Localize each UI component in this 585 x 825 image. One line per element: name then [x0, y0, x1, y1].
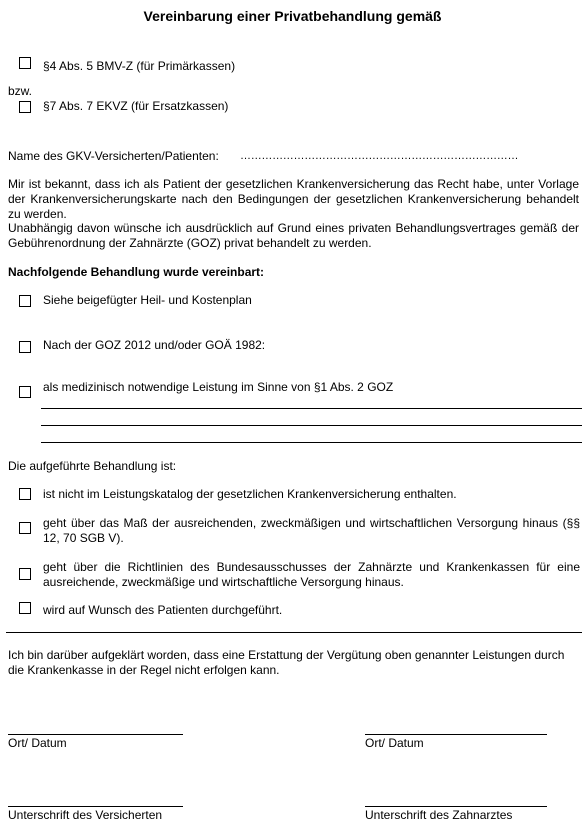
place-date-line-left[interactable] [8, 734, 183, 735]
checkbox-beyond-measure[interactable] [19, 522, 31, 534]
option-patient-request-label: wird auf Wunsch des Patienten durchgeführt. [43, 603, 283, 617]
checkbox-heil-kostenplan[interactable] [19, 295, 31, 307]
patient-name-field[interactable]: …………………………………………………………………… [240, 150, 519, 162]
treatment-entry-line-1[interactable] [41, 408, 582, 409]
checkbox-medically-necessary[interactable] [19, 386, 31, 398]
intro-paragraph-1: Mir ist bekannt, dass ich als Patient der gesetzlichen Krankenversicherung das Recht habe, unter Vorlage der Krankenversicherungskarte nach den Bedingungen der gesetzlichen Krankenversicherung behandelt zu werden. [8, 177, 579, 221]
place-date-label-right: Ort/ Datum [365, 736, 424, 750]
patient-name-label: Name des GKV-Versicherten/Patienten: [8, 149, 219, 163]
place-date-label-left: Ort/ Datum [8, 736, 67, 750]
option-ekvz-label: §7 Abs. 7 EKVZ (für Ersatzkassen) [43, 99, 229, 113]
option-not-in-catalog-label: ist nicht im Leistungskatalog der gesetzlichen Krankenversicherung enthalten. [43, 487, 457, 501]
treatment-entry-line-3[interactable] [41, 442, 582, 443]
checkbox-beyond-guidelines[interactable] [19, 568, 31, 580]
option-beyond-guidelines-label: geht über die Richtlinien des Bundesausschusses der Zahnärzte und Krankenkassen für eine ausreichende, zweckmäßige und wirtschaftliche Versorgung hinaus. [43, 560, 580, 589]
section-divider [6, 632, 582, 633]
checkbox-not-in-catalog[interactable] [19, 488, 31, 500]
option-beyond-measure-label: geht über das Maß der ausreichenden, zweckmäßigen und wirtschaftlichen Versorgung hinaus (§§ 12, 70 SGB V). [43, 516, 580, 545]
listed-heading: Die aufgeführte Behandlung ist: [8, 459, 177, 473]
treatment-entry-line-2[interactable] [41, 425, 582, 426]
checkbox-bmvz[interactable] [19, 57, 31, 69]
option-medically-necessary-label: als medizinisch notwendige Leistung im Sinne von §1 Abs. 2 GOZ [43, 380, 394, 394]
option-heil-kostenplan-label: Siehe beigefügter Heil- und Kostenplan [43, 293, 252, 307]
place-date-line-right[interactable] [365, 734, 547, 735]
insured-signature-label: Unterschrift des Versicherten [8, 808, 163, 822]
insured-signature-line[interactable] [8, 806, 183, 807]
checkbox-patient-request[interactable] [19, 602, 31, 614]
document-title: Vereinbarung einer Privatbehandlung gemäß [143, 8, 442, 24]
checkbox-ekvz[interactable] [19, 101, 31, 113]
option-bmvz-label: §4 Abs. 5 BMV-Z (für Primärkassen) [43, 59, 236, 73]
treatment-heading: Nachfolgende Behandlung wurde vereinbart: [8, 265, 265, 279]
disclaimer-text: Ich bin darüber aufgeklärt worden, dass eine Erstattung der Vergütung oben genannter Leistungen durch die Krankenkasse in der Regel nicht erfolgen kann. [8, 648, 565, 677]
intro-paragraph-2: Unabhängig davon wünsche ich ausdrücklich auf Grund eines privaten Behandlungsvertrages gemäß der Gebührenordnung der Zahnärzte (GOZ) privat behandelt zu werden. [8, 221, 579, 250]
checkbox-goz-goa[interactable] [19, 341, 31, 353]
option-goz-goa-label: Nach der GOZ 2012 und/oder GOÄ 1982: [43, 338, 266, 352]
or-label: bzw. [8, 84, 33, 98]
dentist-signature-label: Unterschrift des Zahnarztes [365, 808, 513, 822]
dentist-signature-line[interactable] [365, 806, 547, 807]
